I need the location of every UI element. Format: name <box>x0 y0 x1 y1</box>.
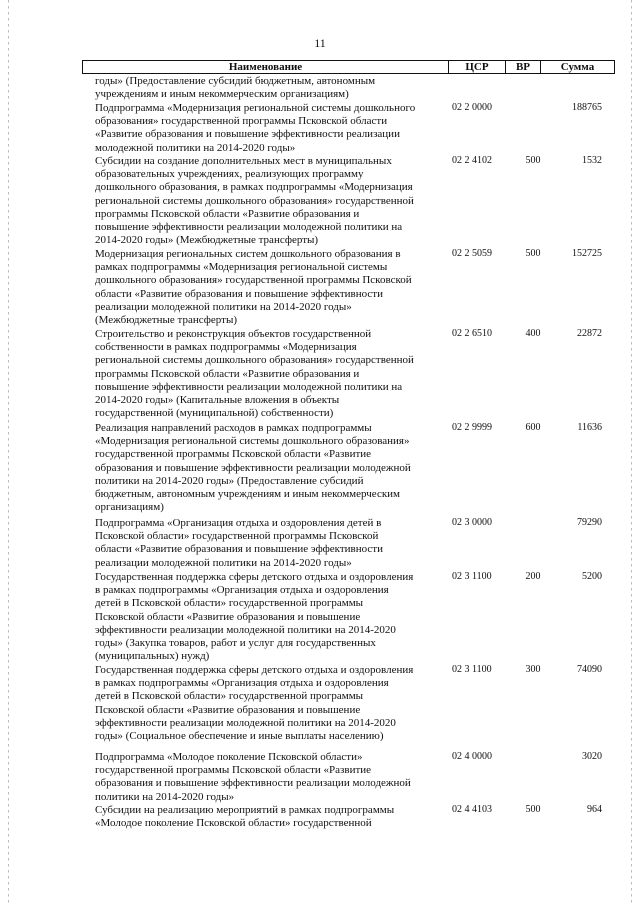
row-vr: 200 <box>525 571 541 582</box>
row-csr: 02 3 1100 <box>452 664 492 675</box>
right-scan-edge <box>631 0 632 905</box>
row-sum: 74090 <box>577 664 602 675</box>
row-vr: 500 <box>525 248 541 259</box>
row-csr: 02 3 1100 <box>452 571 492 582</box>
row-csr: 02 2 0000 <box>452 102 492 113</box>
row-csr: 02 4 4103 <box>452 804 492 815</box>
page-number: 11 <box>314 36 326 50</box>
row-name: Подпрограмма «Организация отдыха и оздоровления детей в Псковской области» государственной программы Псковской области «Развитие образования и повышение эффективности реализации молодежной политики на 2014-2020 годы» <box>95 517 383 569</box>
row-vr: 500 <box>525 155 541 166</box>
row-csr: 02 2 4102 <box>452 155 492 166</box>
row-name: Государственная поддержка сферы детского отдыха и оздоровления в рамках подпрограммы «Организация отдыха и оздоровления детей в Псковской области» государственной программы Псковской области «Развитие образования и повышение эффективности реализации молодежной политики на 2014-2020 годы» (Социальное обеспечение и иные выплаты населению) <box>95 664 414 743</box>
row-csr: 02 2 5059 <box>452 248 492 259</box>
row-sum: 1532 <box>582 155 602 166</box>
row-vr: 300 <box>525 664 541 675</box>
column-header-name: Наименование <box>83 61 449 73</box>
row-sum: 22872 <box>577 328 602 339</box>
row-sum: 11636 <box>577 422 602 433</box>
row-name: Государственная поддержка сферы детского отдыха и оздоровления в рамках подпрограммы «Организация отдыха и оздоровления детей в Псковской области» государственной программы Псковской области «Развитие образования и повышение эффективности реализации молодежной политики на 2014-2020 годы» (Закупка товаров, работ и услуг для государственных (муниципальных) нужд) <box>95 571 414 663</box>
row-name: Строительство и реконструкция объектов государственной собственности в рамках подпрограммы «Модернизация региональной системы дошкольного образования» государственной программы Псковской области «Развитие образования и повышение эффективности реализации молодежной политики на 2014-2020 годы» (Капитальные вложения в объекты государственной (муниципальной) собственности) <box>95 328 414 420</box>
row-name: Субсидии на создание дополнительных мест в муниципальных образовательных учреждениях, реализующих программу дошкольного образования, в рамках подпрограммы «Модернизация региональной системы дошкольного образования» государственной программы Псковской области «Развитие образования и повышение эффективности реализации молодежной политики на 2014-2020 годы» (Межбюджетные трансферты) <box>95 155 414 247</box>
row-name: Подпрограмма «Модернизация региональной системы дошкольного образования» государственной программы Псковской области «Развитие образования и повышение эффективности реализации молодежной политики на 2014-2020 годы» <box>95 102 416 154</box>
left-scan-edge <box>8 0 9 905</box>
table-header <box>82 60 615 74</box>
row-vr: 400 <box>525 328 541 339</box>
row-csr: 02 2 9999 <box>452 422 492 433</box>
column-header-vr: ВР <box>506 61 541 73</box>
row-name: Реализация направлений расходов в рамках подпрограммы «Модернизация региональной системы дошкольного образования» государственной программы Псковской области «Развитие образования и повышение эффективности реализации молодежной политики на 2014-2020 годы» (Предоставление субсидий бюджетным, автономным учреждениям и иным некоммерческим организациям) <box>95 422 411 514</box>
row-csr: 02 4 0000 <box>452 751 492 762</box>
row-sum: 964 <box>587 804 602 815</box>
row-csr: 02 3 0000 <box>452 517 492 528</box>
row-sum: 152725 <box>572 248 602 259</box>
row-sum: 79290 <box>577 517 602 528</box>
row-csr: 02 2 6510 <box>452 328 492 339</box>
row-vr: 600 <box>525 422 541 433</box>
row-name: Подпрограмма «Молодое поколение Псковской области» государственной программы Псковской области «Развитие образования и повышение эффективности реализации молодежной политики на 2014-2020 годы» <box>95 751 411 803</box>
row-name: Субсидии на реализацию мероприятий в рамках подпрограммы «Молодое поколение Псковской области» государственной <box>95 804 395 830</box>
column-header-sum: Сумма <box>560 61 595 73</box>
column-header-csr: ЦСР <box>449 61 506 73</box>
row-sum: 188765 <box>572 102 602 113</box>
row-sum: 5200 <box>582 571 602 582</box>
row-name: Модернизация региональных систем дошкольного образования в рамках подпрограммы «Модернизация региональной системы дошкольного образования» государственной программы Псковской области «Развитие образования и повышение эффективности реализации молодежной политики на 2014-2020 годы» (Межбюджетные трансферты) <box>95 248 412 327</box>
row-sum: 3020 <box>582 751 602 762</box>
row-name: годы» (Предоставление субсидий бюджетным, автономным учреждениям и иным некоммерческим организациям) <box>95 75 376 101</box>
row-vr: 500 <box>525 804 541 815</box>
